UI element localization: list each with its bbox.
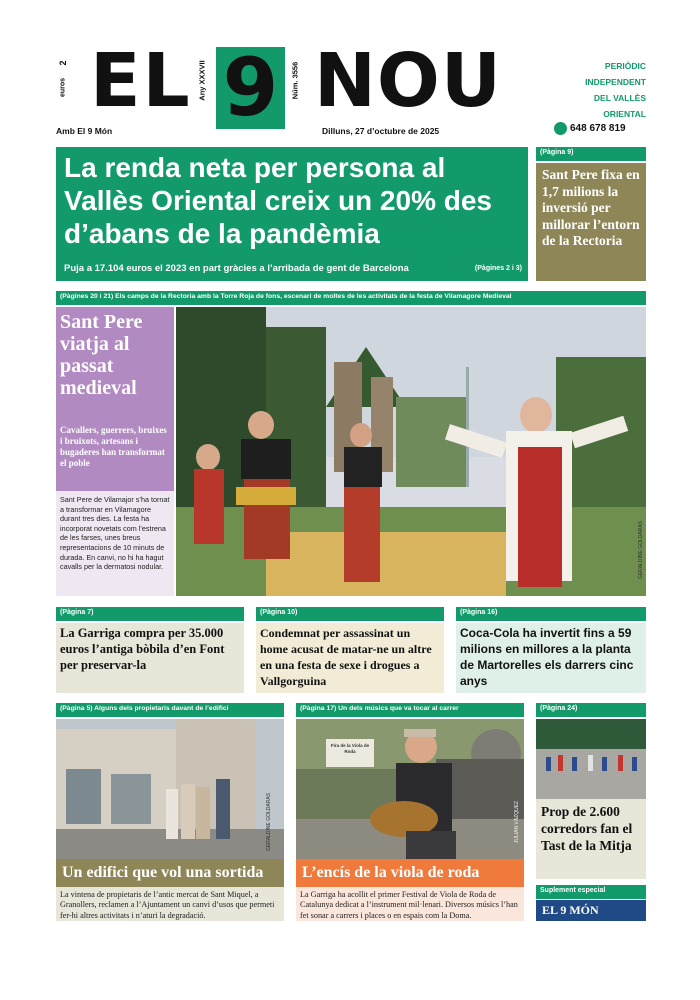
bottom-left-body: La vintena de propietaris de l’antic mercat de Sant Miquel, a Granollers, reclamen a l’Ajuntament un canvi d’usos que permeti fer-hi altres activitats i n’aturi la degradació. — [60, 890, 275, 920]
bottom-middle-headline: L’encís de la viola de roda — [302, 864, 480, 881]
bottom-left-headline-box — [56, 859, 284, 887]
brief-3-page: (Pàgina 16) — [456, 607, 646, 621]
brief-1-box — [56, 623, 244, 693]
bottom-middle-sign: Fira de la Viola de Roda — [330, 743, 370, 754]
phone[interactable] — [554, 122, 646, 136]
special-supplement[interactable] — [536, 885, 646, 921]
feature-caption: (Pàgines 20 i 21) Els camps de la Rectoria amb la Torre Roja de fons, escenari de moltes de les activitats de la festa de Vilamagore Medieval — [56, 291, 646, 305]
tagline-line: DEL VALLÈS — [593, 93, 646, 103]
with-supplement: Amb El 9 Món — [56, 126, 113, 136]
logo-el: EL — [90, 38, 192, 124]
side-top-headline: Sant Pere fixa en 1,7 milions la inversió per millorar l’entorn de la Rectoria — [542, 167, 640, 248]
side-top-box — [536, 163, 646, 281]
market-building-image — [56, 719, 284, 859]
bottom-left-story[interactable] — [56, 703, 284, 921]
side-top-page: (Pàgina 9) — [536, 147, 646, 161]
price-unit: euros — [59, 77, 67, 98]
brief-2-headline: Condemnat per assassinat un home acusat de matar-ne un altre en una festa de sexe i drogues a Vallgorguina — [260, 626, 432, 688]
supplement-label: Suplement especial — [536, 885, 646, 899]
logo-nine: 9 — [222, 41, 279, 134]
brief-3-box — [456, 623, 646, 693]
lead-pages: (Pàgines 2 i 3) — [474, 265, 522, 272]
issue-date: Dilluns, 27 d’octubre de 2025 — [322, 126, 440, 136]
bottom-left-body-box — [56, 887, 284, 921]
brief-2-box — [256, 623, 444, 693]
medieval-dancers-image — [176, 307, 646, 596]
bottom-middle-photo — [296, 719, 524, 859]
brief-3-headline: Coca-Cola ha invertit fins a 59 milions en millores a la planta de Martorelles els darrers cinc anys — [460, 626, 634, 688]
brief-2-page: (Pàgina 10) — [256, 607, 444, 621]
bottom-middle-photo-credit: JULIAN VÁZQUEZ — [513, 800, 520, 844]
bottom-middle-headline-box — [296, 859, 524, 887]
lead-headline: La renda neta per persona al Vallès Oriental creix un 20% des d’abans de la pandèmia — [64, 152, 492, 249]
bottom-left-caption: (Pàgina 5) Alguns dels propietaris davant de l’edifici — [56, 703, 284, 717]
tagline — [556, 58, 646, 122]
lead-subhead: Puja a 17.104 euros el 2023 en part gràcies a l’arribada de gent de Barcelona — [64, 263, 409, 274]
runners-image — [536, 719, 646, 799]
brief-1[interactable] — [56, 607, 244, 693]
bottom-right-headline-box — [536, 799, 646, 879]
phone-number: 648 678 819 — [570, 123, 626, 134]
supplement-title-box — [536, 900, 646, 921]
side-top-story[interactable] — [536, 147, 646, 281]
feature-photo-credit: GERALDINE GOLDARAS — [637, 520, 644, 580]
bottom-middle-body-box — [296, 887, 524, 921]
bottom-middle-body: La Garriga ha acollit el primer Festival de Viola de Roda de Catalunya dedicat a l’instrument mil·lenari. Diversos músics l’han fet sonar a carrers i places o en espais com la Doma. — [300, 890, 518, 920]
tagline-line: ORIENTAL — [603, 109, 646, 119]
feature-body-box — [56, 491, 174, 596]
bottom-left-photo-credit: GERALDINE GOLDARAS — [265, 792, 272, 852]
feature-sidebar[interactable] — [56, 307, 174, 596]
feature-deck: Cavallers, guerrers, bruixes i bruixots, artesans i bugaderes han transformat el poble — [60, 425, 167, 468]
tagline-line: PERIÒDIC — [604, 61, 646, 71]
logo-nou: NOU — [314, 38, 502, 124]
masthead — [0, 0, 700, 140]
bottom-middle-caption: (Pàgina 17) Un dels músics que va tocar al carrer — [296, 703, 524, 717]
logo-nine-box — [216, 41, 285, 134]
feature-photo — [176, 307, 646, 596]
bottom-right-caption: (Pàgina 24) — [536, 703, 646, 717]
brief-2[interactable] — [256, 607, 444, 693]
whatsapp-icon — [554, 122, 567, 135]
bottom-right-photo — [536, 719, 646, 799]
price — [56, 58, 70, 106]
brief-1-headline: La Garriga compra per 35.000 euros l’antiga bòbila d’en Font per preservar-la — [60, 626, 225, 672]
year-label: Any XXXVII — [197, 60, 207, 101]
bottom-right-story[interactable] — [536, 703, 646, 879]
feature-body: Sant Pere de Vilamajor s’ha tornat a transformar en Vilamagore durant tres dies. La festa ha incorporat novetats com l’estrena de les farses, unes breus representacions de 10 minuts de durada. En canvi, no hi ha hagut cavalls per la dermatosi nodular. — [60, 495, 170, 572]
supplement-title: EL 9 MÓN — [542, 903, 599, 917]
bottom-left-photo — [56, 719, 284, 859]
feature-headline: Sant Pere viatja al passat medieval — [60, 311, 143, 399]
bottom-right-headline: Prop de 2.600 corredors fan el Tast de la Mitja — [541, 804, 633, 853]
bottom-middle-story[interactable] — [296, 703, 524, 921]
tagline-line: INDEPENDENT — [585, 77, 646, 87]
lead-story[interactable] — [56, 147, 528, 281]
brief-1-page: (Pàgina 7) — [56, 607, 244, 621]
hurdy-gurdy-player-image — [296, 719, 524, 859]
bottom-left-headline: Un edifici que vol una sortida — [62, 864, 264, 881]
brief-3[interactable] — [456, 607, 646, 693]
number-label: Núm. 3556 — [290, 61, 300, 100]
price-value: 2 — [58, 60, 68, 66]
